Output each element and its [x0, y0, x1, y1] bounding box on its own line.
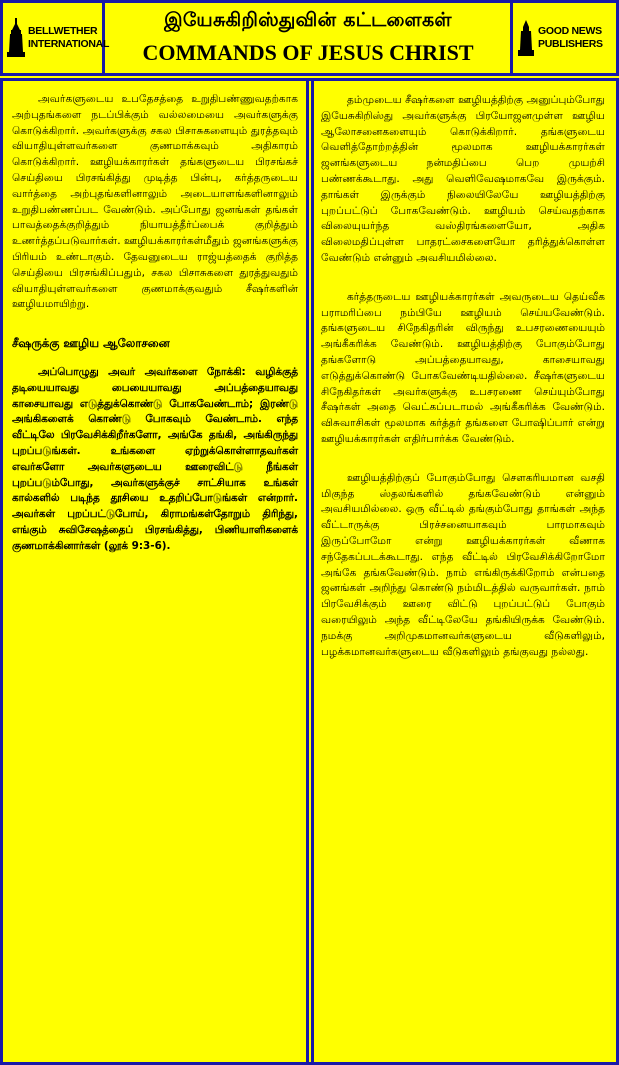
right-paragraph-2: கர்த்தருடைய ஊழியக்காரர்கள் அவருடைய தெய்வீக பராமரிப்பை நம்பியே ஊழியம் செய்யவேண்டும். தங்களுடைய சிநேகிதரின் விருந்து உபசரணையையும் அங்கீகரிக்க வேண்டும். ஊழியத்திற்கு போகும்போது தங்களோடு அப்பத்தையாவது, காசையாவது எடுத்துக்கொண்டு போகவேண்டியதில்லை. சீஷர்களுடைய சிநேகிதர்கள் அவர்களுக்கு உபசரணை செய்யும்போது சீஷர்கள் அதை வெட்கப்படாமல் அங்கீகரிக்க வேண்டும். விசுவாசிகள் மூலமாக கர்த்தர் தங்களை போஷிப்பார் என்று ஊழியக்காரர்கள் எதிர்பார்க்க வேண்டும். — [321, 290, 605, 445]
column-divider — [306, 79, 314, 1065]
left-column — [12, 92, 298, 555]
title-tamil: இயேசுகிறிஸ்துவின் கட்டளைகள் — [164, 9, 452, 31]
bell-tower-icon — [7, 18, 25, 58]
bellwether-logo — [3, 3, 110, 73]
lamp-icon — [517, 18, 535, 58]
right-paragraph-1: தம்முடைய சீஷர்களை ஊழியத்திற்கு அனுப்பும்போது இயேசுகிறிஸ்து அவர்களுக்கு பிரயோஜனமுள்ள ஊழிய ஆலோசனைகளையும் கொடுக்கிறார். தங்களுடைய வெளித்தோற்றத்தின் மூலமாக ஊழியக்காரர்கள் ஜனங்களுடைய நன்மதிப்பை பெற முயற்சி பண்ணக்கூடாது. அது வெளிவேஷமாகவே இருக்கும். தாங்கள் இருக்கும் நிலையிலேயே ஊழியத்திற்கு புறப்பட்டுப் போகவேண்டும். ஊழியம் செய்வதற்காக விலையுயர்ந்த வஸ்திரங்களையோ, அதிக விலைமதிப்புள்ள பாதரட்சைகளையோ தரித்துக்கொள்ள வேண்டும் என்னும் அவசியமில்லை. — [321, 94, 605, 264]
section-heading: சீஷருக்கு ஊழிய ஆலோசனை — [12, 336, 170, 351]
right-column — [321, 93, 605, 660]
good-news-logo — [510, 3, 616, 73]
page-header — [108, 3, 508, 73]
scripture-quote: அப்பொழுது அவர் அவர்களை நோக்கி: வழிக்குத் தடியையாவது பையையாவது அப்பத்தையாவது காசையாவது எடுத்துக்கொண்டு போகவேண்டாம்; இரண்டு அங்கிகளைக் கொண்டு போகவும் வேண்டாம். எந்த வீட்டிலே பிரவேசிக்கிறீர்களோ, அங்கே தங்கி, அங்கிருந்து புறப்படுங்கள். உங்களை ஏற்றுக்கொள்ளாதவர்கள் எவர்களோ அவர்களுடைய ஊரைவிட்டு நீங்கள் புறப்படும்போது, அவர்களுக்குச் சாட்சியாக உங்கள் கால்களில் படிந்த தூசியை உதறிப்போடுங்கள் என்றார். அவர்கள் புறப்பட்டுபோய், கிராமங்கள்தோறும் திரிந்து, எங்கும் சுவிசேஷத்தைப் பிரசங்கித்து, பிணியாளிகளைக் குணமாக்கினார்கள் (லூக் 9:3-6). — [12, 365, 298, 552]
title-english: COMMANDS OF JESUS CHRIST — [142, 40, 474, 65]
good-news-logo-line2: PUBLISHERS — [538, 38, 603, 50]
right-paragraph-3: ஊழியத்திற்குப் போகும்போது சௌகரியமான வசதி மிகுந்த ஸ்தலங்களில் தங்கவேண்டும் என்னும் அவசியமில்லை. ஒரு வீட்டில் தங்கும்போது தாங்கள் அந்த வீட்டாருக்கு பிரச்சனையாகவும் பாரமாகவும் இருப்போமோ என்று ஊழியக்காரர்கள் வீணாக சந்தேகப்படக்கூடாது. எந்த வீட்டில் பிரவேசிக்கிறோமோ அங்கே தங்கவேண்டும். நாம் எங்கிருக்கிறோம் என்பதை ஜனங்கள் அறிந்து கொண்டு நம்மிடத்தில் வருவார்கள். நாம் பிரவேசிக்கும் ஊரை விட்டு புறப்பட்டுப் போகும் வரையிலும் அந்த வீட்டிலேயே தங்கியிருக்க வேண்டும். நமக்கு அறிமுகமானவர்களுடைய வீடுகளிலும், பழக்கமானவர்களுடைய வீடுகளிலும் தங்குவது நல்லது. — [321, 471, 605, 658]
bellwether-logo-line1: BELLWETHER — [28, 25, 98, 37]
good-news-logo-line1: GOOD NEWS — [538, 25, 602, 37]
bellwether-logo-line2: INTERNATIONAL — [28, 38, 110, 50]
left-paragraph-1: அவர்களுடைய உபதேசத்தை உறுதிபண்ணுவதற்காக அற்புதங்களை நடப்பிக்கும் வல்லமையை அவர்களுக்கு கொடுக்கிறார். அவர்களுக்கு சகல பிசாசுகளையும் துரத்தவும் வியாதியுள்ளவர்களை குணமாக்கவும் அதிகாரம் கொடுக்கிறார். ஊழியக்காரர்கள் தங்களுடைய பிரசங்கச் செய்தியை பிரசங்கித்து முடித்த பின்பு, கர்த்தருடைய வார்த்தை அற்புதங்களினாலும் அடையாளங்களினாலும் உறுதிபண்ணப்பட வேண்டும். அப்போது ஜனங்கள் தங்கள் பாவத்தைக்குறித்தும் நியாயத்தீர்ப்பைக் குறித்தும் உணர்த்தப்படுவார்கள். ஊழியக்காரர்கள்மீதும் ஜனங்களுக்கு பிரியம் உண்டாகும். தேவனுடைய ராஜ்யத்தைக் குறித்த செய்தியை பிரசங்கிப்பதும், சகல பிசாசுகளை துரத்துவதும் வியாதியுள்ளவர்களை குணமாக்குவதும் சீஷர்களின் ஊழியமாயிற்று. — [12, 93, 298, 311]
